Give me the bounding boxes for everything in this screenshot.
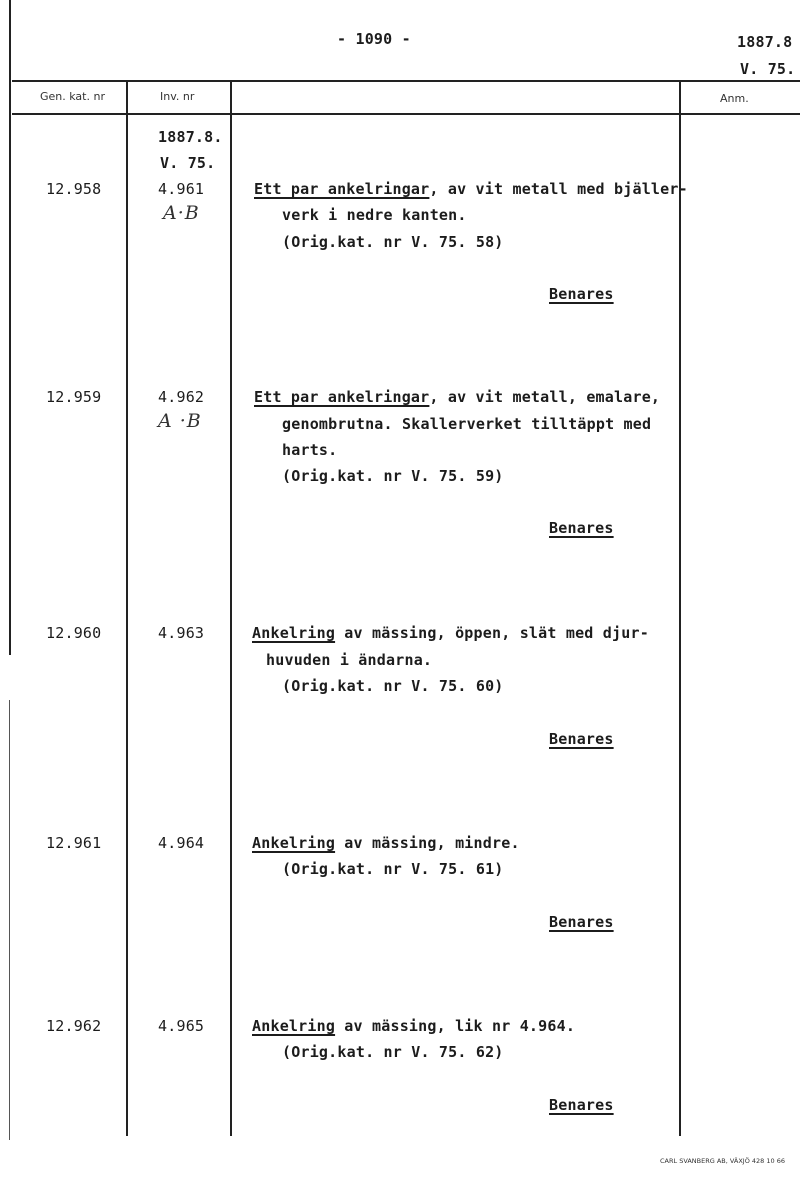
entry-description-line: Ankelring av mässing, lik nr 4.964. [252, 1017, 576, 1035]
column-divider-inv [230, 80, 232, 1136]
place-of-origin: Benares [549, 285, 614, 303]
original-catalog-reference: (Orig.kat. nr V. 75. 61) [282, 860, 504, 878]
place-of-origin: Benares [549, 1096, 614, 1114]
left-margin-line-lower [9, 700, 10, 1140]
inv-number: 4.961 [158, 180, 205, 198]
place-of-origin: Benares [549, 519, 614, 537]
entry-description-line: huvuden i ändarna. [266, 651, 433, 669]
table-top-rule [12, 80, 800, 82]
gen-kat-number: 12.960 [46, 624, 102, 642]
entry-description-line: verk i nedre kanten. [282, 206, 467, 224]
original-catalog-reference: (Orig.kat. nr V. 75. 58) [282, 233, 504, 251]
column-header-anm: Anm. [720, 92, 749, 105]
inv-number: 4.963 [158, 624, 205, 642]
column-header-inv-nr: Inv. nr [160, 90, 195, 103]
object-title: Ankelring [252, 1017, 336, 1035]
object-title: Ankelring [252, 834, 336, 852]
column-header-gen-kat-nr: Gen. kat. nr [40, 90, 105, 103]
gen-kat-number: 12.958 [46, 180, 102, 198]
place-of-origin: Benares [549, 730, 614, 748]
gen-kat-number: 12.962 [46, 1017, 102, 1035]
column-divider-anm [679, 80, 681, 1136]
object-title: Ett par ankelringar [254, 180, 430, 198]
entry-description-line: genombrutna. Skallerverket tilltäppt med [282, 415, 652, 433]
gen-kat-number: 12.959 [46, 388, 102, 406]
place-of-origin: Benares [549, 913, 614, 931]
entry-description-line: Ankelring av mässing, mindre. [252, 834, 520, 852]
original-catalog-reference: (Orig.kat. nr V. 75. 60) [282, 677, 504, 695]
page-number: - 1090 - [337, 30, 411, 48]
column-divider-gen [126, 80, 128, 1136]
original-catalog-reference: (Orig.kat. nr V. 75. 62) [282, 1043, 504, 1061]
inv-number: 4.962 [158, 388, 205, 406]
original-catalog-reference: (Orig.kat. nr V. 75. 59) [282, 467, 504, 485]
handwritten-annotation: A ·B [158, 410, 202, 432]
handwritten-annotation: A·B [163, 202, 200, 224]
inv-number: 4.964 [158, 834, 205, 852]
inv-number: 4.965 [158, 1017, 205, 1035]
reference-number: 1887.8 [737, 33, 793, 51]
entry-description-line: Ankelring av mässing, öppen, slät med djur- [252, 624, 649, 642]
printer-imprint: CARL SVANBERG AB, VÄXJÖ 428 10 66 [660, 1157, 785, 1165]
left-margin-line [9, 0, 11, 655]
object-title: Ankelring [252, 624, 336, 642]
entry-description-line: harts. [282, 441, 338, 459]
object-title: Ett par ankelringar [254, 388, 430, 406]
inventory-series-number: 1887.8. [158, 128, 223, 146]
entry-description-line: Ett par ankelringar, av vit metall, emalare, [254, 388, 661, 406]
inventory-series-code: V. 75. [160, 154, 216, 172]
entry-description-line: Ett par ankelringar, av vit metall med bjäller- [254, 180, 688, 198]
reference-number-secondary: V. 75. [740, 60, 796, 78]
gen-kat-number: 12.961 [46, 834, 102, 852]
table-header-rule [12, 113, 800, 115]
